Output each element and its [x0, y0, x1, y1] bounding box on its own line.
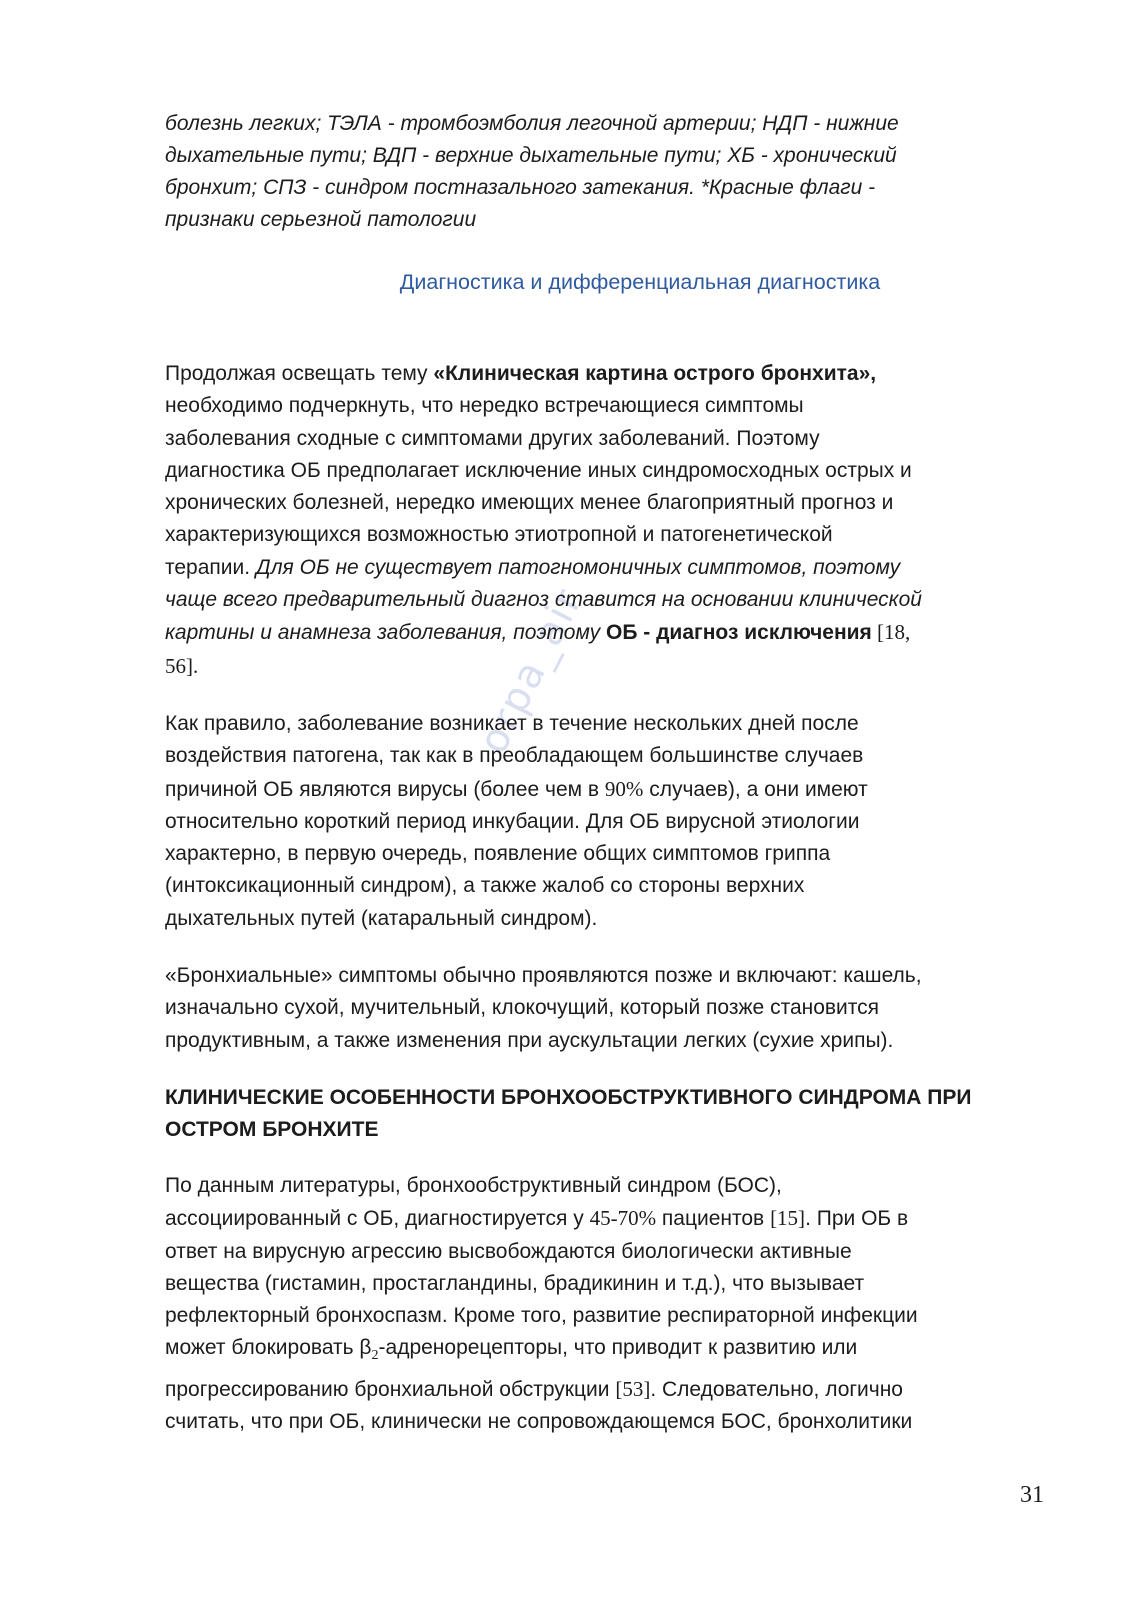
text-line: вещества (гистамин, простагландины, брадикинин и т.д.), что вызывает [165, 1271, 865, 1295]
text-line: «Бронхиальные» симптомы обычно проявляются позже и включают: кашель, [165, 964, 922, 988]
text-line: рефлекторный бронхоспазм. Кроме того, развитие респираторной инфекции [165, 1304, 918, 1328]
text-run: случаев), а они имеют [643, 777, 868, 801]
abbr-line: признаки серьезной патологии [165, 208, 477, 231]
text-run: прогрессированию бронхиальной обструкции [165, 1377, 616, 1401]
text-line: считать, что при ОБ, клинически не сопровождающемся БОС, бронхолитики [165, 1410, 913, 1434]
text-line: По данным литературы, бронхообструктивный синдром (БОС), [165, 1173, 782, 1197]
paragraph-bronchial-symptoms [165, 960, 1045, 1057]
title-line: ОСТРОМ БРОНХИТЕ [165, 1117, 379, 1141]
text-line: необходимо подчеркнуть, что нередко встречающиеся симптомы [165, 394, 804, 418]
abbreviations-legend [165, 108, 1045, 236]
text-line: дыхательных путей (катаральный синдром). [165, 906, 598, 930]
text-run: . При ОБ в [805, 1207, 909, 1231]
text-line: характеризующихся возможностью этиотропной и патогенетической [165, 523, 833, 547]
text-line [165, 1202, 1045, 1235]
text-run: пациентов [656, 1207, 771, 1231]
citation: [15] [770, 1206, 806, 1231]
text-line [165, 616, 1045, 649]
text-line [165, 1332, 1045, 1372]
text-line [165, 358, 1045, 390]
percent-value: 90% [604, 776, 644, 801]
text-run: . Следовательно, логично [650, 1377, 903, 1401]
percent-range: 45-70% [589, 1206, 657, 1231]
text-run: терапии. [165, 555, 256, 579]
citation: [53] [615, 1376, 651, 1401]
abbr-line: дыхательные пути; ВДП - верхние дыхательные пути; ХБ - хронический [165, 144, 897, 167]
text-line [165, 552, 1045, 584]
text-run: может блокировать β [165, 1336, 372, 1360]
text-line [165, 773, 1045, 806]
text-run: причиной ОБ являются вирусы (более чем в [165, 777, 605, 801]
italic-run: чаще всего предварительный диагноз ставится на основании клинической [165, 588, 922, 612]
text-run: -адренорецепторы, что приводит к развитию или [378, 1336, 858, 1360]
paragraph-diagnosis [165, 358, 1045, 683]
section-heading: Диагностика и дифференциальная диагностика [399, 270, 881, 294]
text-line: (интоксикационный синдром), а также жалоб со стороны верхних [165, 874, 805, 898]
text-line: продуктивным, а также изменения при аускультации легких (сухие хрипы). [165, 1028, 894, 1052]
title-line: КЛИНИЧЕСКИЕ ОСОБЕННОСТИ БРОНХООБСТРУКТИВНОГО СИНДРОМА ПРИ [165, 1085, 972, 1109]
text-line: воздействия патогена, так как в преобладающем большинстве случаев [165, 744, 864, 768]
text-line: Как правило, заболевание возникает в течение нескольких дней после [165, 711, 859, 735]
italic-run: Для ОБ не существует патогномоничных симптомов, поэтому [255, 555, 901, 579]
paragraph-bos [165, 1170, 1045, 1439]
text-line [165, 1373, 1045, 1406]
watermark: orpa_air [470, 580, 593, 761]
abbr-line: болезнь легких; ТЭЛА - тромбоэмболия легочной артерии; НДП - нижние [165, 112, 899, 135]
text-run: ассоциированный с ОБ, диагностируется у [165, 1207, 590, 1231]
document-page [165, 108, 1045, 1439]
page-number: 31 [1020, 1482, 1044, 1508]
text-line: относительно короткий период инкубации. Для ОБ вирусной этиологии [165, 809, 860, 833]
text-line: ответ на вирусную агрессию высвобождаются биологически активные [165, 1239, 852, 1263]
text-line: изначально сухой, мучительный, клокочущий, который позже становится [165, 996, 880, 1020]
text-line: характерно, в первую очередь, появление общих симптомов гриппа [165, 842, 831, 866]
citation: 56]. [165, 653, 199, 678]
subscript: 2 [371, 1348, 379, 1364]
section-title [165, 1082, 1045, 1146]
bold-conclusion: ОБ - диагноз исключения [605, 621, 872, 645]
text-run: Продолжая освещать тему [165, 362, 434, 385]
bold-topic: «Клиническая картина острого бронхита», [433, 362, 877, 385]
text-line [165, 650, 1045, 683]
citation: [18, [871, 620, 911, 645]
text-line: диагностика ОБ предполагает исключение иных синдромосходных острых и [165, 458, 912, 482]
italic-run: картины и анамнеза заболевания, поэтому [165, 621, 606, 645]
text-line: хронических болезней, нередко имеющих менее благоприятный прогноз и [165, 491, 894, 515]
text-line: заболевания сходные с симптомами других заболеваний. Поэтому [165, 426, 820, 450]
abbr-line: бронхит; СПЗ - синдром постназального затекания. *Красные флаги - [165, 176, 876, 199]
paragraph-onset [165, 708, 1045, 935]
text-line [165, 584, 1045, 616]
